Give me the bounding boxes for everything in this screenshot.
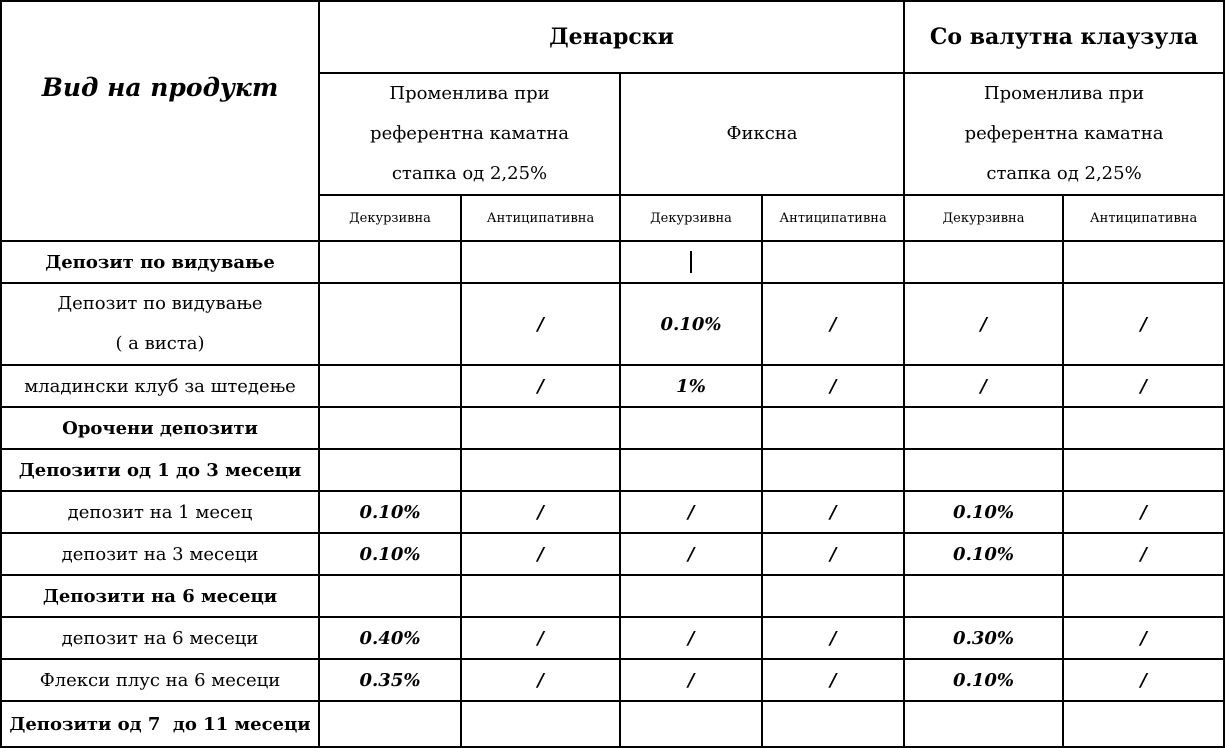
rate-cell: / — [762, 617, 904, 659]
rate-cell: / — [620, 659, 762, 701]
rate-cell — [620, 575, 762, 617]
rate-cell: / — [1063, 491, 1224, 533]
rate-cell: / — [461, 283, 620, 365]
rate-cell: 0.30% — [904, 617, 1063, 659]
table-row — [1, 241, 1224, 283]
rate-cell: 0.10% — [319, 491, 461, 533]
rate-cell — [1063, 701, 1224, 747]
method-anticipative-header: Антиципативна — [461, 195, 620, 241]
table-row — [1, 283, 1224, 365]
method-anticipative-header: Антиципативна — [762, 195, 904, 241]
rate-cell — [319, 449, 461, 491]
rate-cell — [904, 241, 1063, 283]
fixed-rate-header: Фиксна — [620, 73, 904, 195]
row-label: депозит на 6 месеци — [1, 617, 319, 659]
row-label: Депозити од 1 до 3 месеци — [1, 449, 319, 491]
rate-cell: / — [904, 365, 1063, 407]
rate-cell — [319, 575, 461, 617]
rate-cell — [762, 701, 904, 747]
rate-cell: / — [461, 659, 620, 701]
rate-cell: / — [1063, 283, 1224, 365]
rate-cell — [620, 449, 762, 491]
rate-cell — [904, 449, 1063, 491]
table-row — [1, 533, 1224, 575]
rate-cell — [461, 449, 620, 491]
rate-cell — [319, 241, 461, 283]
row-label: Депозити на 6 месеци — [1, 575, 319, 617]
rate-cell — [1063, 407, 1224, 449]
table-row — [1, 449, 1224, 491]
denar-group-header: Денарски — [319, 1, 904, 73]
rate-cell — [319, 365, 461, 407]
rate-cell: / — [620, 491, 762, 533]
rate-cell: / — [762, 659, 904, 701]
rate-cell: / — [1063, 659, 1224, 701]
table-row — [1, 617, 1224, 659]
row-label: депозит на 1 месец — [1, 491, 319, 533]
rate-cell: 0.40% — [319, 617, 461, 659]
rate-cell: / — [762, 491, 904, 533]
rate-cell — [461, 241, 620, 283]
rate-cell: 0.10% — [904, 491, 1063, 533]
fx-clause-group-header: Со валутна клаузула — [904, 1, 1224, 73]
rate-cell: 0.10% — [904, 533, 1063, 575]
rate-cell — [319, 283, 461, 365]
rate-cell — [1063, 241, 1224, 283]
rate-cell — [620, 701, 762, 747]
rate-cell — [904, 575, 1063, 617]
rate-cell — [461, 575, 620, 617]
rate-cell: / — [1063, 365, 1224, 407]
table-row — [1, 575, 1224, 617]
table-row — [1, 407, 1224, 449]
row-label: Депозити од 7 до 11 месеци — [1, 701, 319, 747]
rate-cell: / — [1063, 533, 1224, 575]
rate-cell: / — [461, 617, 620, 659]
table-row — [1, 659, 1224, 701]
rate-cell: / — [1063, 617, 1224, 659]
rate-cell: / — [904, 283, 1063, 365]
fx-variable-rate-header: Променлива при референтна каматна стапка од 2,25% — [904, 73, 1224, 195]
table-row — [1, 491, 1224, 533]
row-label: депозит на 3 месеци — [1, 533, 319, 575]
rate-cell: / — [762, 365, 904, 407]
rate-cell — [461, 701, 620, 747]
row-label: Флекси плус на 6 месеци — [1, 659, 319, 701]
table-row — [1, 701, 1224, 747]
table-row — [1, 365, 1224, 407]
rate-cell: 0.10% — [319, 533, 461, 575]
rate-cell — [904, 407, 1063, 449]
rate-cell — [319, 407, 461, 449]
method-decursive-header: Декурзивна — [904, 195, 1063, 241]
rate-cell: 0.10% — [904, 659, 1063, 701]
rate-cell — [1063, 449, 1224, 491]
row-label: Депозит по видување — [1, 241, 319, 283]
row-label: Орочени депозити — [1, 407, 319, 449]
rate-cell: / — [461, 533, 620, 575]
text-cursor — [690, 251, 692, 273]
rate-cell — [461, 407, 620, 449]
rate-cell — [762, 241, 904, 283]
rate-cell — [762, 449, 904, 491]
row-label: Депозит по видување ( а виста) — [1, 283, 319, 365]
rate-cell[interactable] — [620, 241, 762, 283]
product-type-header: Вид на продукт — [1, 1, 319, 241]
rate-cell: / — [762, 283, 904, 365]
variable-rate-header: Променлива при референтна каматна стапка од 2,25% — [319, 73, 620, 195]
rate-cell — [1063, 575, 1224, 617]
rate-cell: 0.35% — [319, 659, 461, 701]
rate-cell — [762, 575, 904, 617]
rate-cell: 0.10% — [620, 283, 762, 365]
rate-cell — [904, 701, 1063, 747]
rate-cell: / — [461, 365, 620, 407]
rate-cell: / — [620, 617, 762, 659]
rate-cell: 1% — [620, 365, 762, 407]
rate-cell — [762, 407, 904, 449]
row-label: младински клуб за штедење — [1, 365, 319, 407]
rate-cell — [319, 701, 461, 747]
method-anticipative-header: Антиципативна — [1063, 195, 1224, 241]
rate-cell: / — [461, 491, 620, 533]
rate-cell: / — [620, 533, 762, 575]
rate-cell — [620, 407, 762, 449]
method-decursive-header: Декурзивна — [319, 195, 461, 241]
rate-cell: / — [762, 533, 904, 575]
method-decursive-header: Декурзивна — [620, 195, 762, 241]
